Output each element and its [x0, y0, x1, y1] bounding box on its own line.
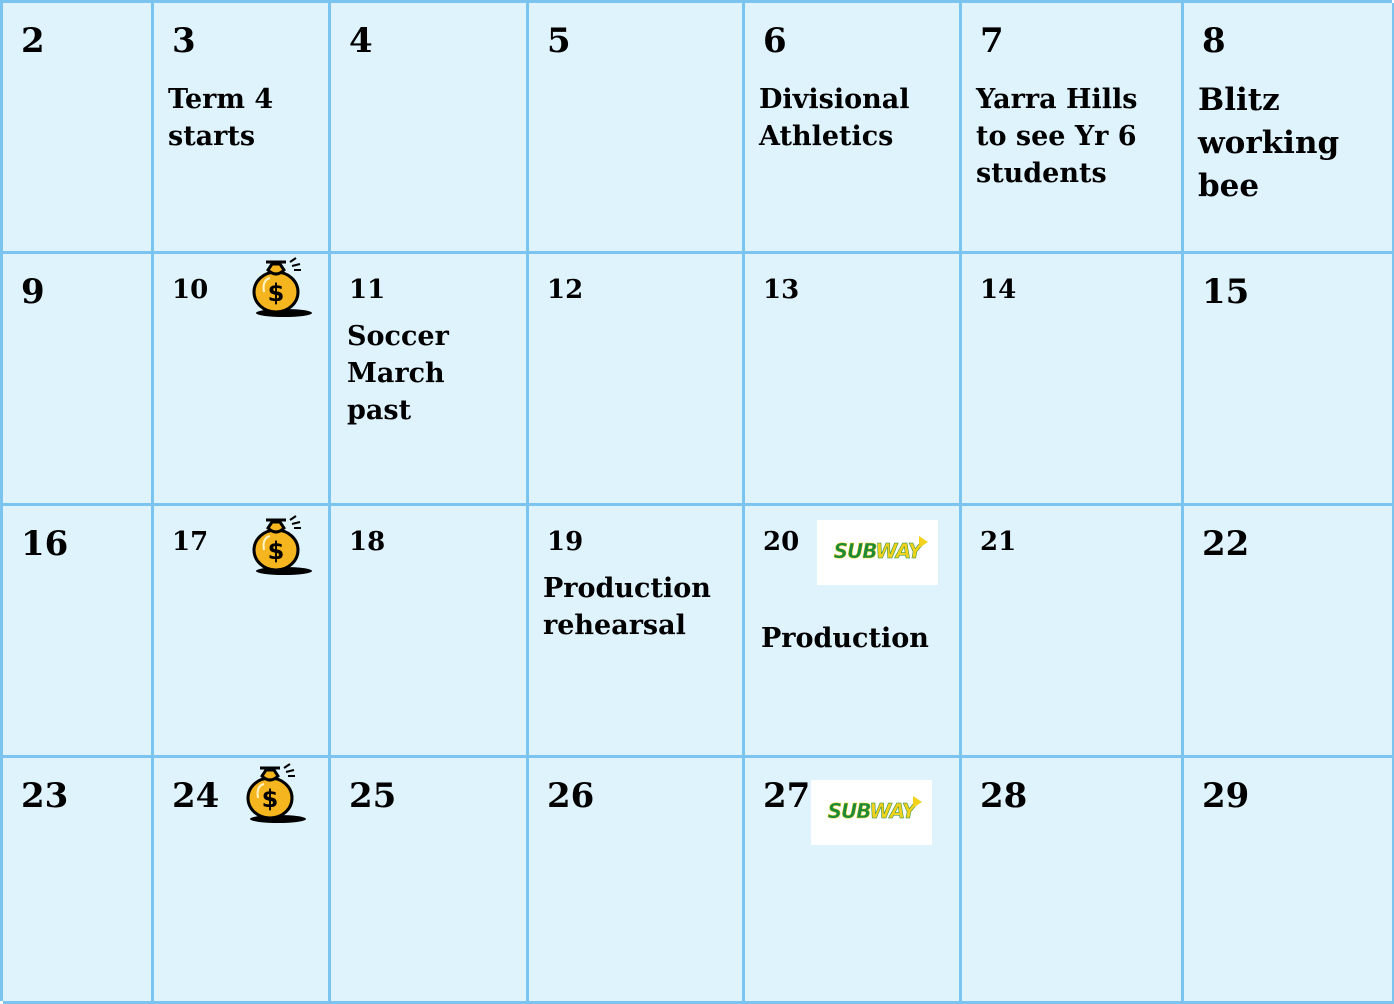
day-number: 6: [763, 21, 787, 61]
day-number: 14: [980, 275, 1017, 305]
day-number: 11: [349, 275, 386, 305]
subway-logo: [811, 780, 932, 845]
day-cell[interactable]: [962, 3, 1184, 254]
money-bag-icon: [240, 762, 312, 824]
day-number: 19: [547, 527, 584, 557]
day-number: 26: [547, 776, 595, 816]
day-number: 29: [1202, 776, 1250, 816]
day-number: 7: [980, 21, 1004, 61]
day-cell[interactable]: [1184, 758, 1394, 1004]
money-bag-icon: [246, 514, 318, 576]
day-cell[interactable]: [745, 254, 962, 506]
day-number: 3: [172, 21, 196, 61]
day-cell[interactable]: [331, 254, 529, 506]
day-cell[interactable]: [1184, 3, 1394, 254]
event-text: Production rehearsal: [543, 573, 711, 641]
day-cell[interactable]: [3, 506, 154, 758]
day-cell[interactable]: [962, 506, 1184, 758]
day-cell[interactable]: [529, 254, 745, 506]
day-cell[interactable]: [1184, 506, 1394, 758]
day-cell[interactable]: [1184, 254, 1394, 506]
day-number: 27: [763, 776, 811, 816]
day-number: 12: [547, 275, 584, 305]
day-cell[interactable]: [529, 3, 745, 254]
day-number: 20: [763, 527, 800, 557]
day-number: 25: [349, 776, 397, 816]
day-cell[interactable]: [529, 506, 745, 758]
svg-text:$: $: [261, 785, 279, 813]
day-number: 15: [1202, 272, 1250, 312]
event-text: Soccer March past: [347, 321, 449, 426]
day-number: 17: [172, 527, 209, 557]
svg-text:$: $: [267, 537, 285, 565]
subway-logo-sub: SUB: [827, 799, 870, 823]
event-text: Divisional Athletics: [759, 84, 910, 152]
subway-logo-way: WAY: [875, 539, 922, 563]
day-cell[interactable]: [745, 506, 962, 758]
subway-arrow-icon: [919, 536, 928, 548]
day-number: 23: [21, 776, 69, 816]
subway-logo-sub: SUB: [833, 539, 876, 563]
event-text: Production: [761, 623, 929, 654]
event-text: Yarra Hills to see Yr 6 students: [976, 84, 1138, 189]
day-cell[interactable]: [3, 758, 154, 1004]
day-cell[interactable]: [3, 254, 154, 506]
day-number: 8: [1202, 21, 1226, 61]
subway-logo-way: WAY: [869, 799, 916, 823]
day-number: 28: [980, 776, 1028, 816]
event-text: Term 4 starts: [168, 84, 274, 152]
event-text: Blitz working bee: [1198, 82, 1340, 204]
day-number: 5: [547, 21, 571, 61]
day-cell[interactable]: [154, 506, 331, 758]
day-cell[interactable]: [331, 758, 529, 1004]
day-number: 21: [980, 527, 1017, 557]
day-cell[interactable]: [962, 758, 1184, 1004]
day-cell[interactable]: [154, 758, 331, 1004]
day-number: 4: [349, 21, 373, 61]
day-number: 18: [349, 527, 386, 557]
day-cell[interactable]: [745, 758, 962, 1004]
day-cell[interactable]: [154, 3, 331, 254]
svg-text:$: $: [267, 279, 285, 307]
subway-arrow-icon: [913, 796, 922, 808]
day-cell[interactable]: [3, 3, 154, 254]
subway-logo: [817, 520, 938, 585]
day-number: 9: [21, 272, 45, 312]
day-number: 10: [172, 275, 209, 305]
money-bag-icon: [246, 256, 318, 318]
day-cell[interactable]: [331, 506, 529, 758]
day-cell[interactable]: [331, 3, 529, 254]
day-number: 13: [763, 275, 800, 305]
day-cell[interactable]: [154, 254, 331, 506]
day-cell[interactable]: [962, 254, 1184, 506]
day-cell[interactable]: [529, 758, 745, 1004]
day-number: 24: [172, 776, 220, 816]
day-number: 22: [1202, 524, 1250, 564]
day-number: 16: [21, 524, 69, 564]
day-number: 2: [21, 21, 45, 61]
day-cell[interactable]: [745, 3, 962, 254]
